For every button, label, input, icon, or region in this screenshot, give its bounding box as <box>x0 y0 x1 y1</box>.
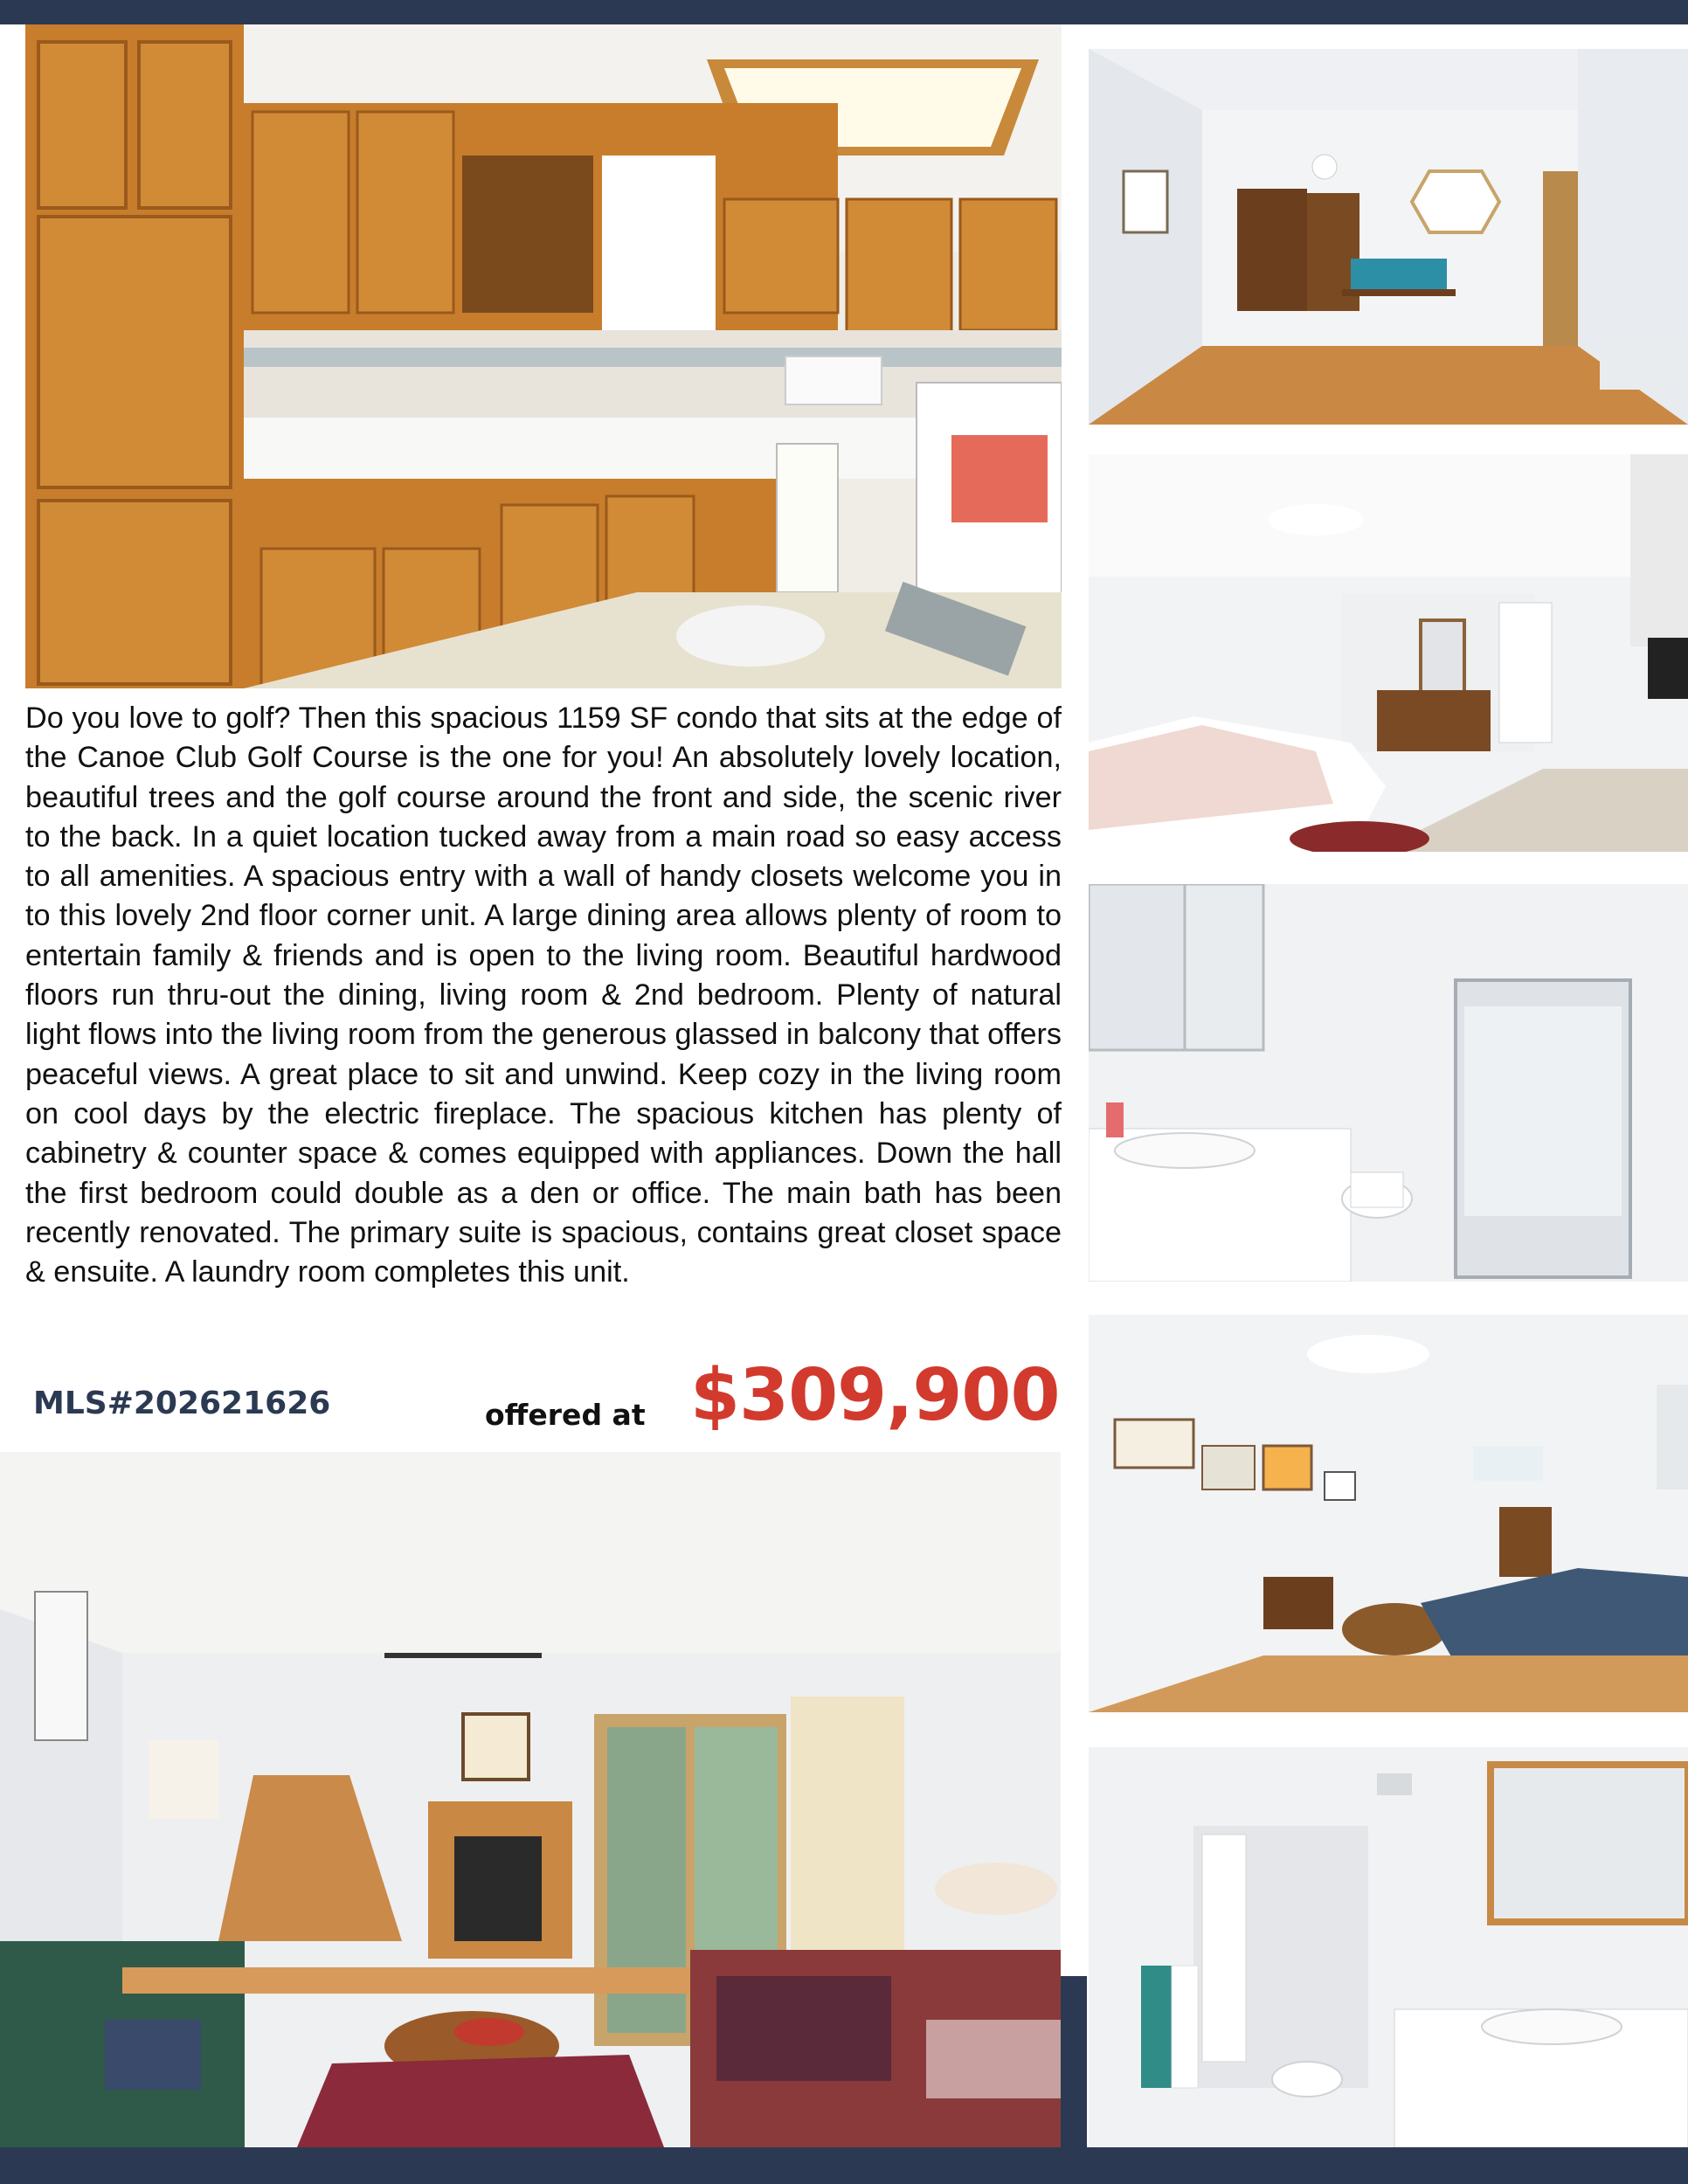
top-banner <box>0 0 1688 24</box>
living-room-photo <box>0 1452 1061 2147</box>
kitchen-photo <box>25 24 1062 688</box>
bathroom-photo <box>1089 884 1688 1282</box>
bottom-banner <box>0 2147 1688 2184</box>
listing-price: $309,900 <box>690 1354 1060 1437</box>
accent-block <box>1061 1976 1087 2147</box>
mls-number: MLS#202621626 <box>33 1386 331 1421</box>
dining-room-photo <box>1089 49 1688 425</box>
ensuite-photo <box>1089 1747 1688 2147</box>
office-photo <box>1089 1315 1688 1712</box>
property-description: Do you love to golf? Then this spacious 1159 SF condo that sits at the edge of the Canoe Club Golf Course is the one for you! An absolutely lovely location, beautiful trees and the golf course around the front and side, the scenic river to the back. In a quiet location tucked away from a main road so easy access to all amenities. A spacious entry with a wall of handy closets welcome you in to this lovely 2nd floor corner unit. A large dining area allows plenty of room to entertain family & friends and is open to the living room. Beautiful hardwood floors run thru-out the dining, living room & 2nd bedroom. Plenty of natural light flows into the living room from the generous glassed in balcony that offers peaceful views. A great place to sit and unwind. Keep cozy in the living room on cool days by the electric fireplace. The spacious kitchen has plenty of cabinetry & counter space & comes equipped with appliances. Down the hall the first bedroom could double as a den or office. The main bath has been recently renovated. The primary suite is spacious, contains great closet space & ensuite. A laundry room completes this unit. <box>25 702 1062 1289</box>
offered-at-label: offered at <box>485 1398 646 1432</box>
bedroom-photo <box>1089 454 1688 852</box>
